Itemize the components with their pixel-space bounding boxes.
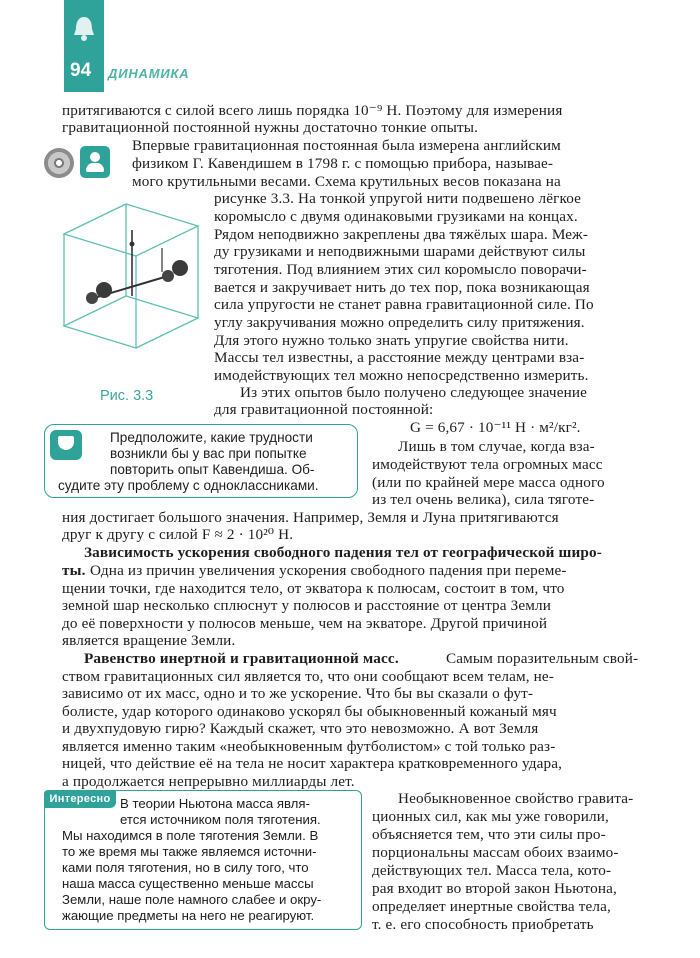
text-line: ционных сил, как мы уже говорили,: [372, 808, 609, 825]
person-icon: [80, 146, 110, 178]
section-heading-end: ты.: [62, 562, 86, 579]
text-line: коромысло с двумя одинаковыми грузиками на концах.: [214, 208, 578, 225]
figure-caption: Рис. 3.3: [100, 388, 154, 404]
text-line: Лишь в том случае, когда вза-: [398, 438, 595, 455]
text-line: рая входит во второй закон Ньютона,: [372, 880, 617, 897]
text-line: гравитационной постоянной нужны достаточно тонкие опыты.: [62, 119, 479, 136]
text-line: имодействующих тел можно непосредственно измерить.: [214, 367, 589, 384]
text-line: Из этих опытов было получено следующее значение: [240, 384, 588, 401]
interesting-line: В теории Ньютона масса явля-: [120, 796, 310, 811]
text-line: порциональны массам обоих взаимо-: [372, 844, 619, 861]
formula: G = 6,67 · 10⁻¹¹ Н · м²/кг².: [410, 419, 581, 436]
text-line: является именно таким «необыкновенным футболистом» с той только раз-: [62, 738, 556, 755]
text-line: рисунке 3.3. На тонкой упругой нити подвешено лёгкое: [214, 190, 582, 207]
text-line: из тел очень велика), сила тяготе-: [372, 491, 595, 508]
text-line: Для этого нужно только знать упругие свойства нити.: [214, 332, 569, 349]
text-line: вается и закручивает нить до тех пор, пока возникающая: [214, 279, 590, 296]
text-line: ством гравитационных сил является то, что они сообщают всем телам, не-: [62, 668, 555, 685]
text-line: Рядом неподвижно закреплены два тяжёлых шара. Меж-: [214, 226, 589, 243]
text-line: углу закручивания можно определить силу притяжения.: [214, 314, 585, 331]
interesting-label: Интересно: [44, 790, 116, 808]
text-line: ду грузиками и неподвижными шарами действуют силы: [214, 243, 586, 260]
text-line: для гравитационной постоянной:: [214, 401, 434, 418]
text-line: притягиваются с силой всего лишь порядка 10⁻⁹ Н. Поэтому для измерения: [62, 102, 563, 119]
interesting-line: Мы находимся в поле тяготения Земли. В: [62, 828, 319, 843]
text-line: Одна из причин увеличения ускорения свободного падения при переме-: [90, 562, 567, 579]
interesting-line: жающие предметы на него не реагируют.: [62, 908, 315, 923]
text-line: определяет инертные свойства тела,: [372, 898, 611, 915]
task-line: повторить опыт Кавендиша. Об-: [110, 462, 315, 477]
text-line: земной шар несколько сплюснут у полюсов и расстояние от центра Земли: [62, 597, 552, 614]
text-line: друг к другу с силой F ≈ 2 · 10²⁰ Н.: [62, 526, 294, 543]
text-line: до её поверхности у полюсов меньше, чем на экваторе. Другой причиной: [62, 615, 548, 632]
task-line: возникли бы у вас при попытке: [110, 446, 307, 461]
disc-icon: [44, 148, 74, 178]
bell-icon: [70, 14, 98, 44]
text-line: физиком Г. Кавендишем в 1798 г. с помощью прибора, называе-: [132, 155, 554, 172]
text-line: объясняется тем, что эти силы про-: [372, 826, 606, 843]
text-line: тяготения. Под влиянием этих сил коромысло поворачи-: [214, 261, 587, 278]
text-line: Самым поразительным свой-: [446, 650, 639, 667]
text-line: и двухпудовую гирю? Каждый скажет, что это невозможно. А вот Земля: [62, 720, 539, 737]
interesting-line: ется источником поля тяготения.: [120, 812, 321, 827]
text-line: Необыкновенное свойство гравита-: [398, 790, 634, 807]
text-line: является вращение Земли.: [62, 632, 236, 649]
discussion-icon: [50, 430, 82, 460]
text-line: Впервые гравитационная постоянная была измерена английским: [132, 137, 561, 154]
interesting-line: наша масса существенно меньше массы: [62, 876, 314, 891]
task-line: Предположите, какие трудности: [110, 430, 313, 445]
text-line: (или по крайней мере масса одного: [372, 474, 605, 491]
text-line: мого крутильными весами. Схема крутильных весов показана на: [132, 173, 561, 190]
text-line: зависимо от их масс, одно и то же ускорение. Что бы вы сказали о фут-: [62, 685, 534, 702]
text-line: ницей, что действие её на тела не носит характера кратковременного удара,: [62, 755, 563, 772]
section-heading: Равенство инертной и гравитационной масс.: [84, 650, 399, 667]
text-line: имодействуют тела огромных масс: [372, 456, 603, 473]
interesting-line: Земли, наше поле намного слабее и окру-: [62, 892, 322, 907]
text-line: сила упругости не станет равна гравитационной силе. По: [214, 296, 594, 313]
text-line: болисте, удар которого одинаково ускорял бы обыкновенный кожаный мяч: [62, 703, 557, 720]
interesting-line: то же время мы также являемся источни-: [62, 844, 317, 859]
text-line: т. е. его способность приобретать: [372, 916, 594, 933]
section-heading: Зависимость ускорения свободного падения тел от географической широ-: [84, 544, 602, 561]
text-line: щении точки, где находится тело, от экватора к полюсам, состоит в том, что: [62, 580, 565, 597]
task-line: судите эту проблему с одноклассниками.: [58, 478, 319, 493]
page-number: 94: [70, 60, 92, 81]
text-line: ния достигает большого значения. Например, Земля и Луна притягиваются: [62, 509, 559, 526]
torsion-balance-figure: [56, 186, 206, 376]
text-line: действующих тел. Масса тела, кото-: [372, 862, 612, 879]
interesting-line: ками поля тяготения, но в силу того, что: [62, 860, 309, 875]
section-title: ДИНАМИКА: [108, 66, 190, 81]
text-line: а продолжается непрерывно миллиарды лет.: [62, 773, 355, 790]
text-line: Массы тел известны, а расстояние между центрами вза-: [214, 349, 585, 366]
